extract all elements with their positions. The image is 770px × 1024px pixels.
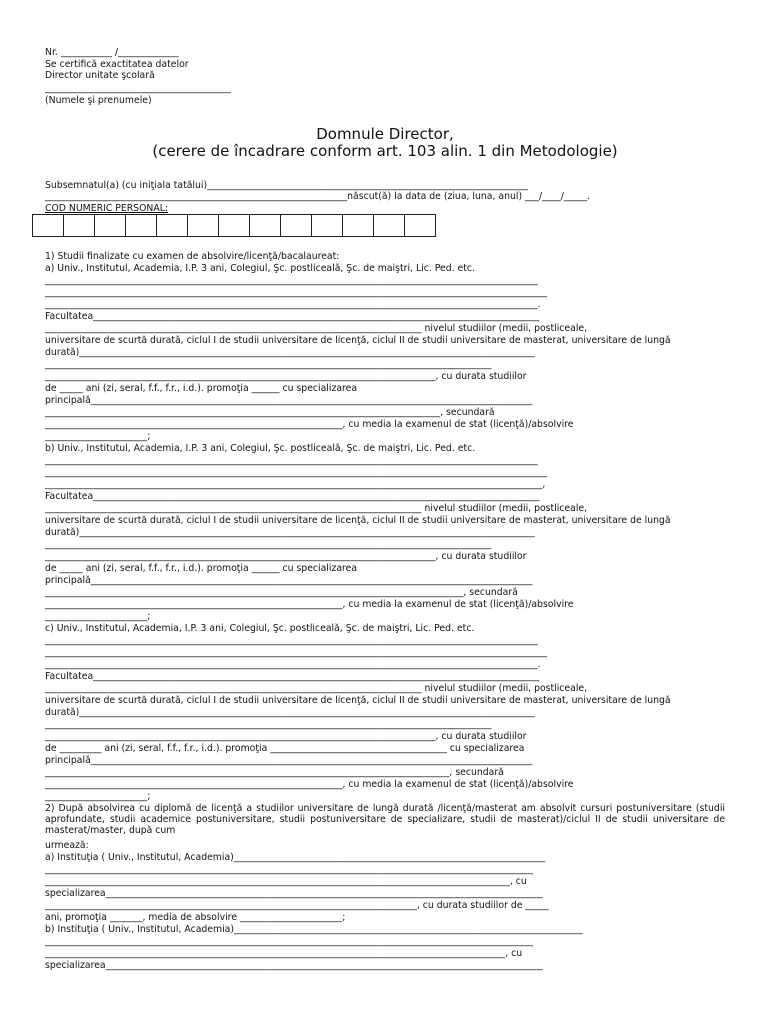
studies-c-line: __________________________________________________________________________________________________________ (45, 635, 538, 646)
postgrad-urmeaza: urmează: (45, 840, 89, 851)
studies-c-line: ______________________; (45, 791, 151, 802)
postgrad-b-line: specializarea______________________________________________________________________________________________ (45, 960, 543, 971)
postgrad-a-line: ________________________________________________________________________________, cu durata studiilor de _____ (45, 900, 549, 911)
applicant-name-line: Subsemnatul(a) (cu iniţiala tatălui)_____________________________________________________________________ (45, 180, 528, 191)
cnp-digit-cell[interactable] (188, 214, 219, 237)
studies-a-line: __________________________________________________________________________________________________________. (45, 299, 541, 310)
page-subtitle: (cerere de încadrare conform art. 103 alin. 1 din Metodologie) (152, 142, 618, 160)
postgrad-a-line: ____________________________________________________________________________________________________, cu (45, 876, 527, 887)
name-caption: (Numele şi prenumele) (45, 95, 152, 106)
cnp-digit-cell[interactable] (405, 214, 436, 237)
studies-c-line: universitare de scurtă durată, ciclul I de studii universitare de licenţă, ciclul II de studii universitare de masterat, universitare de lungă (45, 695, 671, 706)
studies-b-line: ____________________________________________________________________________________________________________ (45, 467, 548, 478)
postgrad-a-line: a) Instituţia ( Univ., Institutul, Academia)___________________________________________________________________ (45, 852, 546, 863)
applicant-birth-line: _________________________________________________________________născut(ă) la data de (ziua, luna, anul) ___/____/_____. (45, 191, 591, 202)
studies-a-line: de _____ ani (zi, seral, f.f., f.r., i.d.). promoţia ______ cu specializarea (45, 383, 358, 394)
signature-line: ________________________________________ (45, 83, 231, 94)
postgrad-b-line: b) Instituţia ( Univ., Institutul, Academia)___________________________________________________________________________ (45, 924, 583, 935)
studies-b-line: _________________________________________________________________________________ nivelul studiilor (medii, postliceale, (45, 503, 588, 514)
studies-a-line: ________________________________________________________________________________________________ (45, 359, 492, 370)
studies-c-line: _________________________________________________________________________________ nivelul studiilor (medii, postliceale, (45, 683, 588, 694)
cnp-digit-cell[interactable] (374, 214, 405, 237)
studies-a-line: universitare de scurtă durată, ciclul I de studii universitare de licenţă, ciclul II de studii universitare de masterat, universitare de lungă (45, 335, 671, 346)
studies-b-line: ______________________; (45, 611, 151, 622)
cnp-digit-cell[interactable] (157, 214, 188, 237)
studies-b-line: Facultatea________________________________________________________________________________________________ (45, 491, 540, 502)
studies-b-line: principală_______________________________________________________________________________________________ (45, 575, 533, 586)
studies-intro: 1) Studii finalizate cu examen de absolvire/licenţă/bacalaureat: (45, 251, 340, 262)
studies-c-line: durată)__________________________________________________________________________________________________ (45, 707, 535, 718)
cnp-label: COD NUMERIC PERSONAL: (45, 203, 169, 214)
studies-a-line: durată)__________________________________________________________________________________________________ (45, 347, 535, 358)
studies-b-line: ________________________________________________________________________________________________ (45, 539, 492, 550)
studies-c-line: ____________________________________________________________________________________, cu durata studiilor (45, 731, 527, 742)
postgrad-a-line: ani, promoţia _______, media de absolvire ______________________; (45, 912, 346, 923)
cnp-digit-cell[interactable] (126, 214, 157, 237)
nr-field: Nr. ___________ /_____________ (45, 47, 179, 58)
cnp-digit-cell[interactable] (281, 214, 312, 237)
studies-a-line: ____________________________________________________________________________________, cu durata studiilor (45, 371, 527, 382)
cnp-digit-cell[interactable] (219, 214, 250, 237)
cnp-digit-cell[interactable] (312, 214, 343, 237)
studies-a-line: _____________________________________________________________________________________, secundară (45, 407, 495, 418)
studies-b-line: b) Univ., Institutul, Academia, I.P. 3 ani, Colegiul, Şc. postliceală, Şc. de maiştri, Lic. Ped. etc. (45, 443, 476, 454)
studies-c-line: de _________ ani (zi, seral, f.f., f.r., i.d.). promoţia ______________________________________ cu specializarea (45, 743, 525, 754)
certify-text: Se certifică exactitatea datelor (45, 59, 189, 70)
postgrad-b-line: ___________________________________________________________________________________________________, cu (45, 948, 523, 959)
studies-b-line: __________________________________________________________________________________________, secundară (45, 587, 518, 598)
cnp-grid (32, 214, 436, 237)
studies-c-line: Facultatea________________________________________________________________________________________________ (45, 671, 540, 682)
studies-b-line: ____________________________________________________________________________________, cu durata studiilor (45, 551, 527, 562)
studies-c-line: _______________________________________________________________________________________, secundară (45, 767, 504, 778)
studies-a-line: _________________________________________________________________________________ nivelul studiilor (medii, postliceale, (45, 323, 588, 334)
studies-a-line: Facultatea________________________________________________________________________________________________ (45, 311, 540, 322)
cnp-digit-cell[interactable] (95, 214, 126, 237)
director-role: Director unitate şcolară (45, 70, 155, 81)
studies-c-line: c) Univ., Institutul, Academia, I.P. 3 ani, Colegiul, Şc. postliceală, Şc. de maiştri, Lic. Ped. etc. (45, 623, 475, 634)
studies-b-line: durată)__________________________________________________________________________________________________ (45, 527, 535, 538)
studies-c-line: __________________________________________________________________________________________________________. (45, 659, 541, 670)
page-title: Domnule Director, (316, 125, 454, 143)
studies-a-line: a) Univ., Institutul, Academia, I.P. 3 ani, Colegiul, Şc. postliceală, Şc. de maiştri, Lic. Ped. etc. (45, 263, 475, 274)
studies-a-line: ______________________; (45, 431, 151, 442)
studies-a-line: __________________________________________________________________________________________________________ (45, 275, 538, 286)
postgrad-paragraph: 2) După absolvirea cu diplomă de licenţă a studiilor universitare de lungă durată /licenţă/masterat am absolvit cursuri postuniversitare (studii aprofundate, studii academice postuniversitare, studii postuniversitare de specializare, studii de masterat)/ciclul II de studii universitare de masterat/master, după cum (45, 803, 725, 836)
studies-c-line: ____________________________________________________________________________________________________________ (45, 647, 548, 658)
studies-c-line: principală_______________________________________________________________________________________________ (45, 755, 533, 766)
studies-c-line: ________________________________________________________________________________________________ (45, 719, 492, 730)
cnp-digit-cell[interactable] (33, 214, 64, 237)
studies-b-line: de _____ ani (zi, seral, f.f., f.r., i.d.). promoţia ______ cu specializarea (45, 563, 358, 574)
cnp-digit-cell[interactable] (250, 214, 281, 237)
postgrad-b-line: _________________________________________________________________________________________________________ (45, 936, 534, 947)
studies-a-line: ____________________________________________________________________________________________________________ (45, 287, 548, 298)
studies-a-line: principală_______________________________________________________________________________________________ (45, 395, 533, 406)
cnp-digit-cell[interactable] (64, 214, 95, 237)
postgrad-a-line: _________________________________________________________________________________________________________ (45, 864, 534, 875)
studies-b-line: ___________________________________________________________________________________________________________, (45, 479, 546, 490)
studies-c-line: ________________________________________________________________, cu media la examenul de stat (licenţă)/absolvire (45, 779, 574, 790)
cnp-digit-cell[interactable] (343, 214, 374, 237)
studies-b-line: universitare de scurtă durată, ciclul I de studii universitare de licenţă, ciclul II de studii universitare de masterat, universitare de lungă (45, 515, 671, 526)
postgrad-a-line: specializarea______________________________________________________________________________________________ (45, 888, 543, 899)
studies-a-line: ________________________________________________________________, cu media la examenul de stat (licenţă)/absolvire (45, 419, 574, 430)
studies-b-line: __________________________________________________________________________________________________________ (45, 455, 538, 466)
studies-b-line: ________________________________________________________________, cu media la examenul de stat (licenţă)/absolvire (45, 599, 574, 610)
